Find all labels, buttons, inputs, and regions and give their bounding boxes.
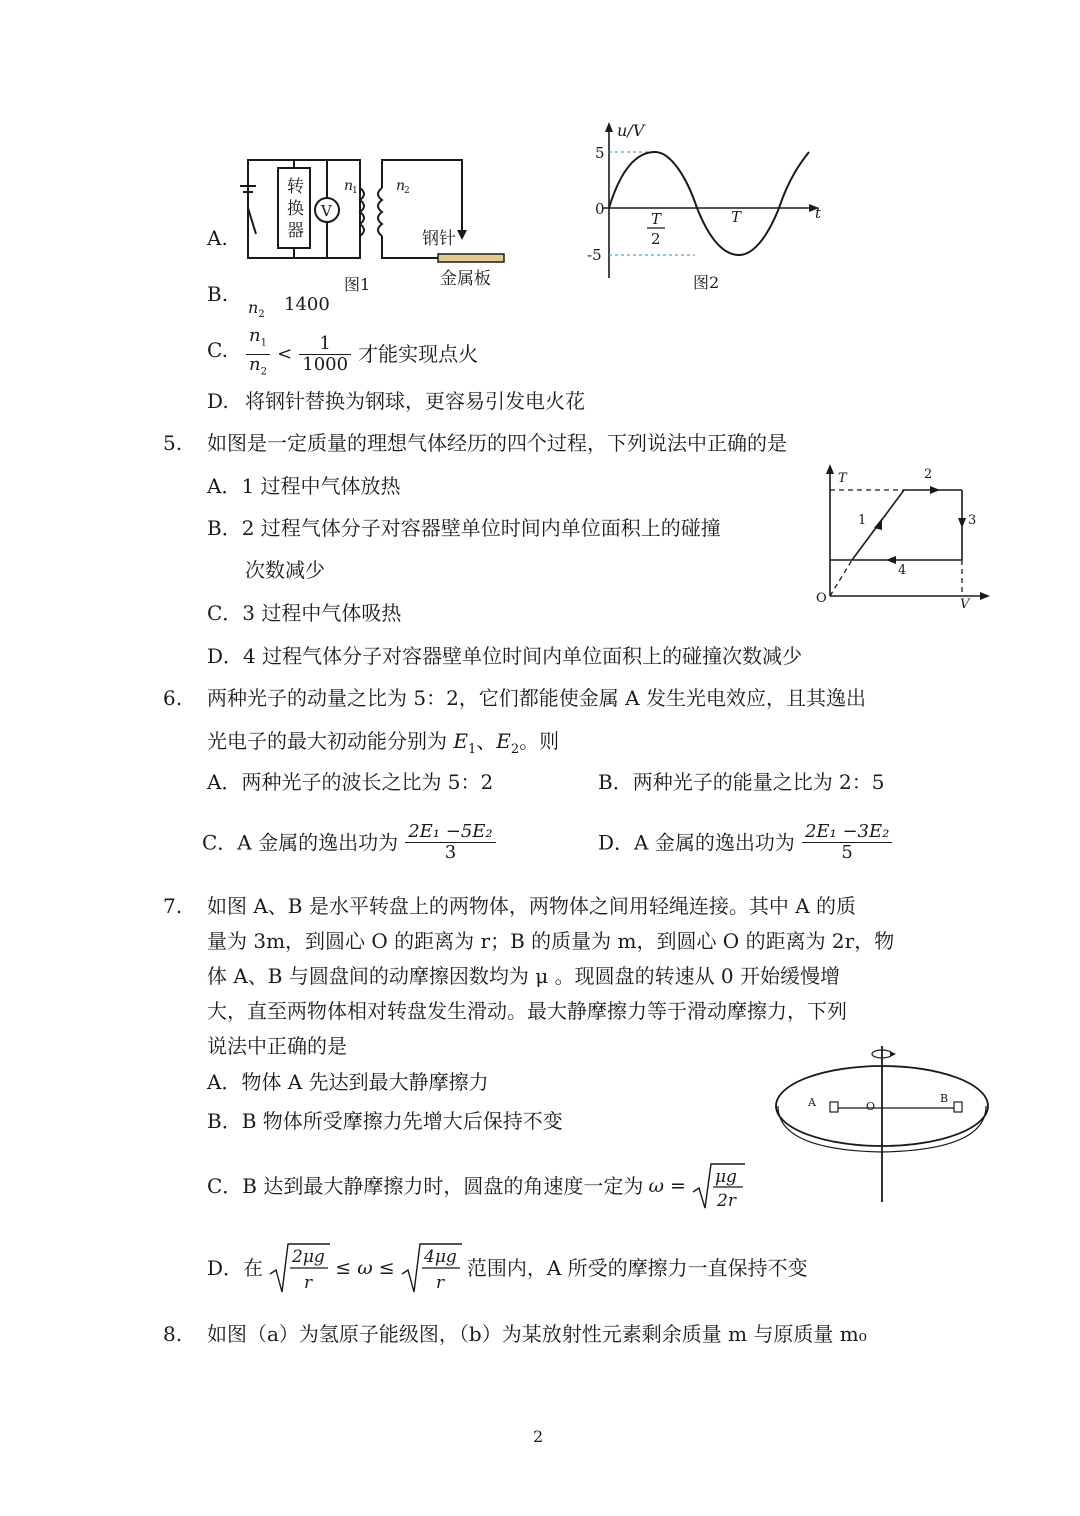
q5-option-b-line2: 次数减少	[245, 558, 325, 582]
q7-option-a: A．物体 A 先达到最大静摩擦力	[207, 1070, 489, 1094]
tv-origin: O	[816, 591, 827, 606]
converter-char-3: 器	[287, 221, 304, 241]
figure-2-caption: 图2	[693, 273, 720, 292]
tick-x-full: T	[731, 208, 742, 226]
turntable-label-a: A	[808, 1096, 816, 1109]
figure-1-circuit	[230, 150, 520, 300]
q7-option-c: C．B 达到最大静摩擦力时，圆盘的角速度一定为 ω = μg 2r	[207, 1160, 745, 1212]
q7-d-sqrt-2	[400, 1240, 462, 1296]
coil-n1-label: n	[344, 178, 354, 194]
svg-text:2r: 2r	[717, 1191, 736, 1211]
q7-number: 7.	[163, 894, 183, 918]
q7-line2: 量为 3m，到圆心 O 的距离为 r；B 的质量为 m，到圆心 O 的距离为 2r，物	[207, 929, 895, 953]
svg-text:4μg: 4μg	[423, 1247, 457, 1267]
page-number: 2	[533, 1427, 544, 1446]
q5-number: 5.	[163, 431, 183, 455]
q6-number: 6.	[163, 686, 183, 710]
voltmeter-symbol: V	[321, 202, 332, 220]
q4-option-b-n: $n_2$	[248, 298, 265, 321]
q7-line3: 体 A、B 与圆盘间的动摩擦因数均为 μ 。现圆盘的转速从 0 开始缓慢增	[207, 964, 841, 988]
turntable-label-b: B	[940, 1092, 949, 1105]
converter-char-2: 换	[287, 199, 304, 219]
q4-option-d-label: D.	[207, 389, 229, 413]
tick-y-0: 0	[595, 200, 605, 218]
q7-line1: 如图 A、B 是水平转盘上的两物体，两物体之间用轻绳连接。其中 A 的质	[207, 894, 857, 918]
q7-line5: 说法中正确的是	[207, 1034, 347, 1058]
q7-turntable-diagram	[772, 1042, 996, 1204]
tv-axis-v: V	[960, 597, 970, 612]
tick-x-half-num: T	[651, 210, 662, 228]
axis-y-label: u/V	[617, 121, 645, 140]
q4-option-c-formula: $\frac{n_1}{n_2}$ < $\frac{1}{1000}$ 才能实现点火	[244, 326, 478, 382]
tv-axis-t: T	[838, 471, 847, 486]
q7-option-b: B．B 物体所受摩擦力先增大后保持不变	[207, 1109, 563, 1133]
q5-option-a: A．1 过程中气体放热	[207, 474, 401, 498]
tick-y-minus5: -5	[587, 246, 602, 264]
converter-char-1: 转	[287, 177, 304, 197]
svg-text:2μg: 2μg	[292, 1247, 325, 1267]
turntable-label-o: O	[866, 1100, 876, 1113]
q5-stem: 如图是一定质量的理想气体经历的四个过程，下列说法中正确的是	[207, 431, 787, 455]
q5-option-d: D．4 过程气体分子对容器壁单位时间内单位面积上的碰撞次数减少	[207, 644, 803, 668]
q6-option-d: D．A 金属的逸出功为 $\frac{\text{2E₁ −3E₂}}{5}$	[598, 822, 894, 863]
q4-option-b-value: 1400	[284, 294, 330, 315]
svg-text:r: r	[304, 1273, 313, 1293]
q7-d-sqrt-1	[268, 1240, 330, 1296]
figure-2-waveform	[585, 118, 825, 298]
tick-y-5: 5	[595, 144, 605, 162]
coil-n2-sub: 2	[404, 186, 410, 196]
q5-option-c: C．3 过程中气体吸热	[207, 601, 402, 625]
needle-label: 钢针	[422, 229, 456, 249]
q7-c-sqrt	[691, 1160, 745, 1212]
q7-option-d: D．在 2μg r ≤ ω ≤ 4μg r 范围内，A 所受的摩擦力一直保持不变	[207, 1240, 808, 1296]
plate-label: 金属板	[440, 269, 491, 289]
tv-process-4: 4	[898, 563, 907, 578]
q6-option-b: B．两种光子的能量之比为 2：5	[598, 770, 885, 794]
q5-tv-diagram	[812, 460, 996, 612]
q4-option-a-label: A.	[207, 226, 228, 250]
q4-option-c-label: C.	[207, 338, 228, 362]
q6-option-c: C．A 金属的逸出功为 $\frac{\text{2E₁ −5E₂}}{3}$	[202, 822, 498, 863]
q7-line4: 大，直至两物体相对转盘发生滑动。最大静摩擦力等于滑动摩擦力，下列	[207, 999, 847, 1023]
q6-line1: 两种光子的动量之比为 5：2，它们都能使金属 A 发生光电效应，且其逸出	[207, 686, 866, 710]
axis-x-label: t	[815, 204, 822, 222]
q6-option-a: A．两种光子的波长之比为 5：2	[207, 770, 494, 794]
q6-line2: 光电子的最大初动能分别为 $E_1$、$E_2$。则	[207, 729, 560, 757]
q8-number: 8.	[163, 1322, 183, 1346]
svg-text:μg: μg	[715, 1167, 737, 1187]
coil-n1-sub: 1	[352, 186, 358, 196]
coil-n2-label: n	[396, 178, 406, 194]
tv-process-3: 3	[968, 513, 977, 528]
q5-option-b-line1: B．2 过程气体分子对容器壁单位时间内单位面积上的碰撞	[207, 516, 721, 540]
svg-text:r: r	[435, 1273, 444, 1293]
tv-process-2: 2	[924, 467, 933, 482]
tv-process-1: 1	[858, 513, 867, 528]
q4-option-b-label: B.	[207, 282, 229, 306]
figure-1-caption: 图1	[344, 275, 371, 294]
q8-line1: 如图（a）为氢原子能级图，（b）为某放射性元素剩余质量 m 与原质量 m₀	[207, 1322, 867, 1346]
tick-x-half-den: 2	[651, 230, 661, 248]
q4-option-d-text: 将钢针替换为钢球，更容易引发电火花	[245, 389, 585, 413]
